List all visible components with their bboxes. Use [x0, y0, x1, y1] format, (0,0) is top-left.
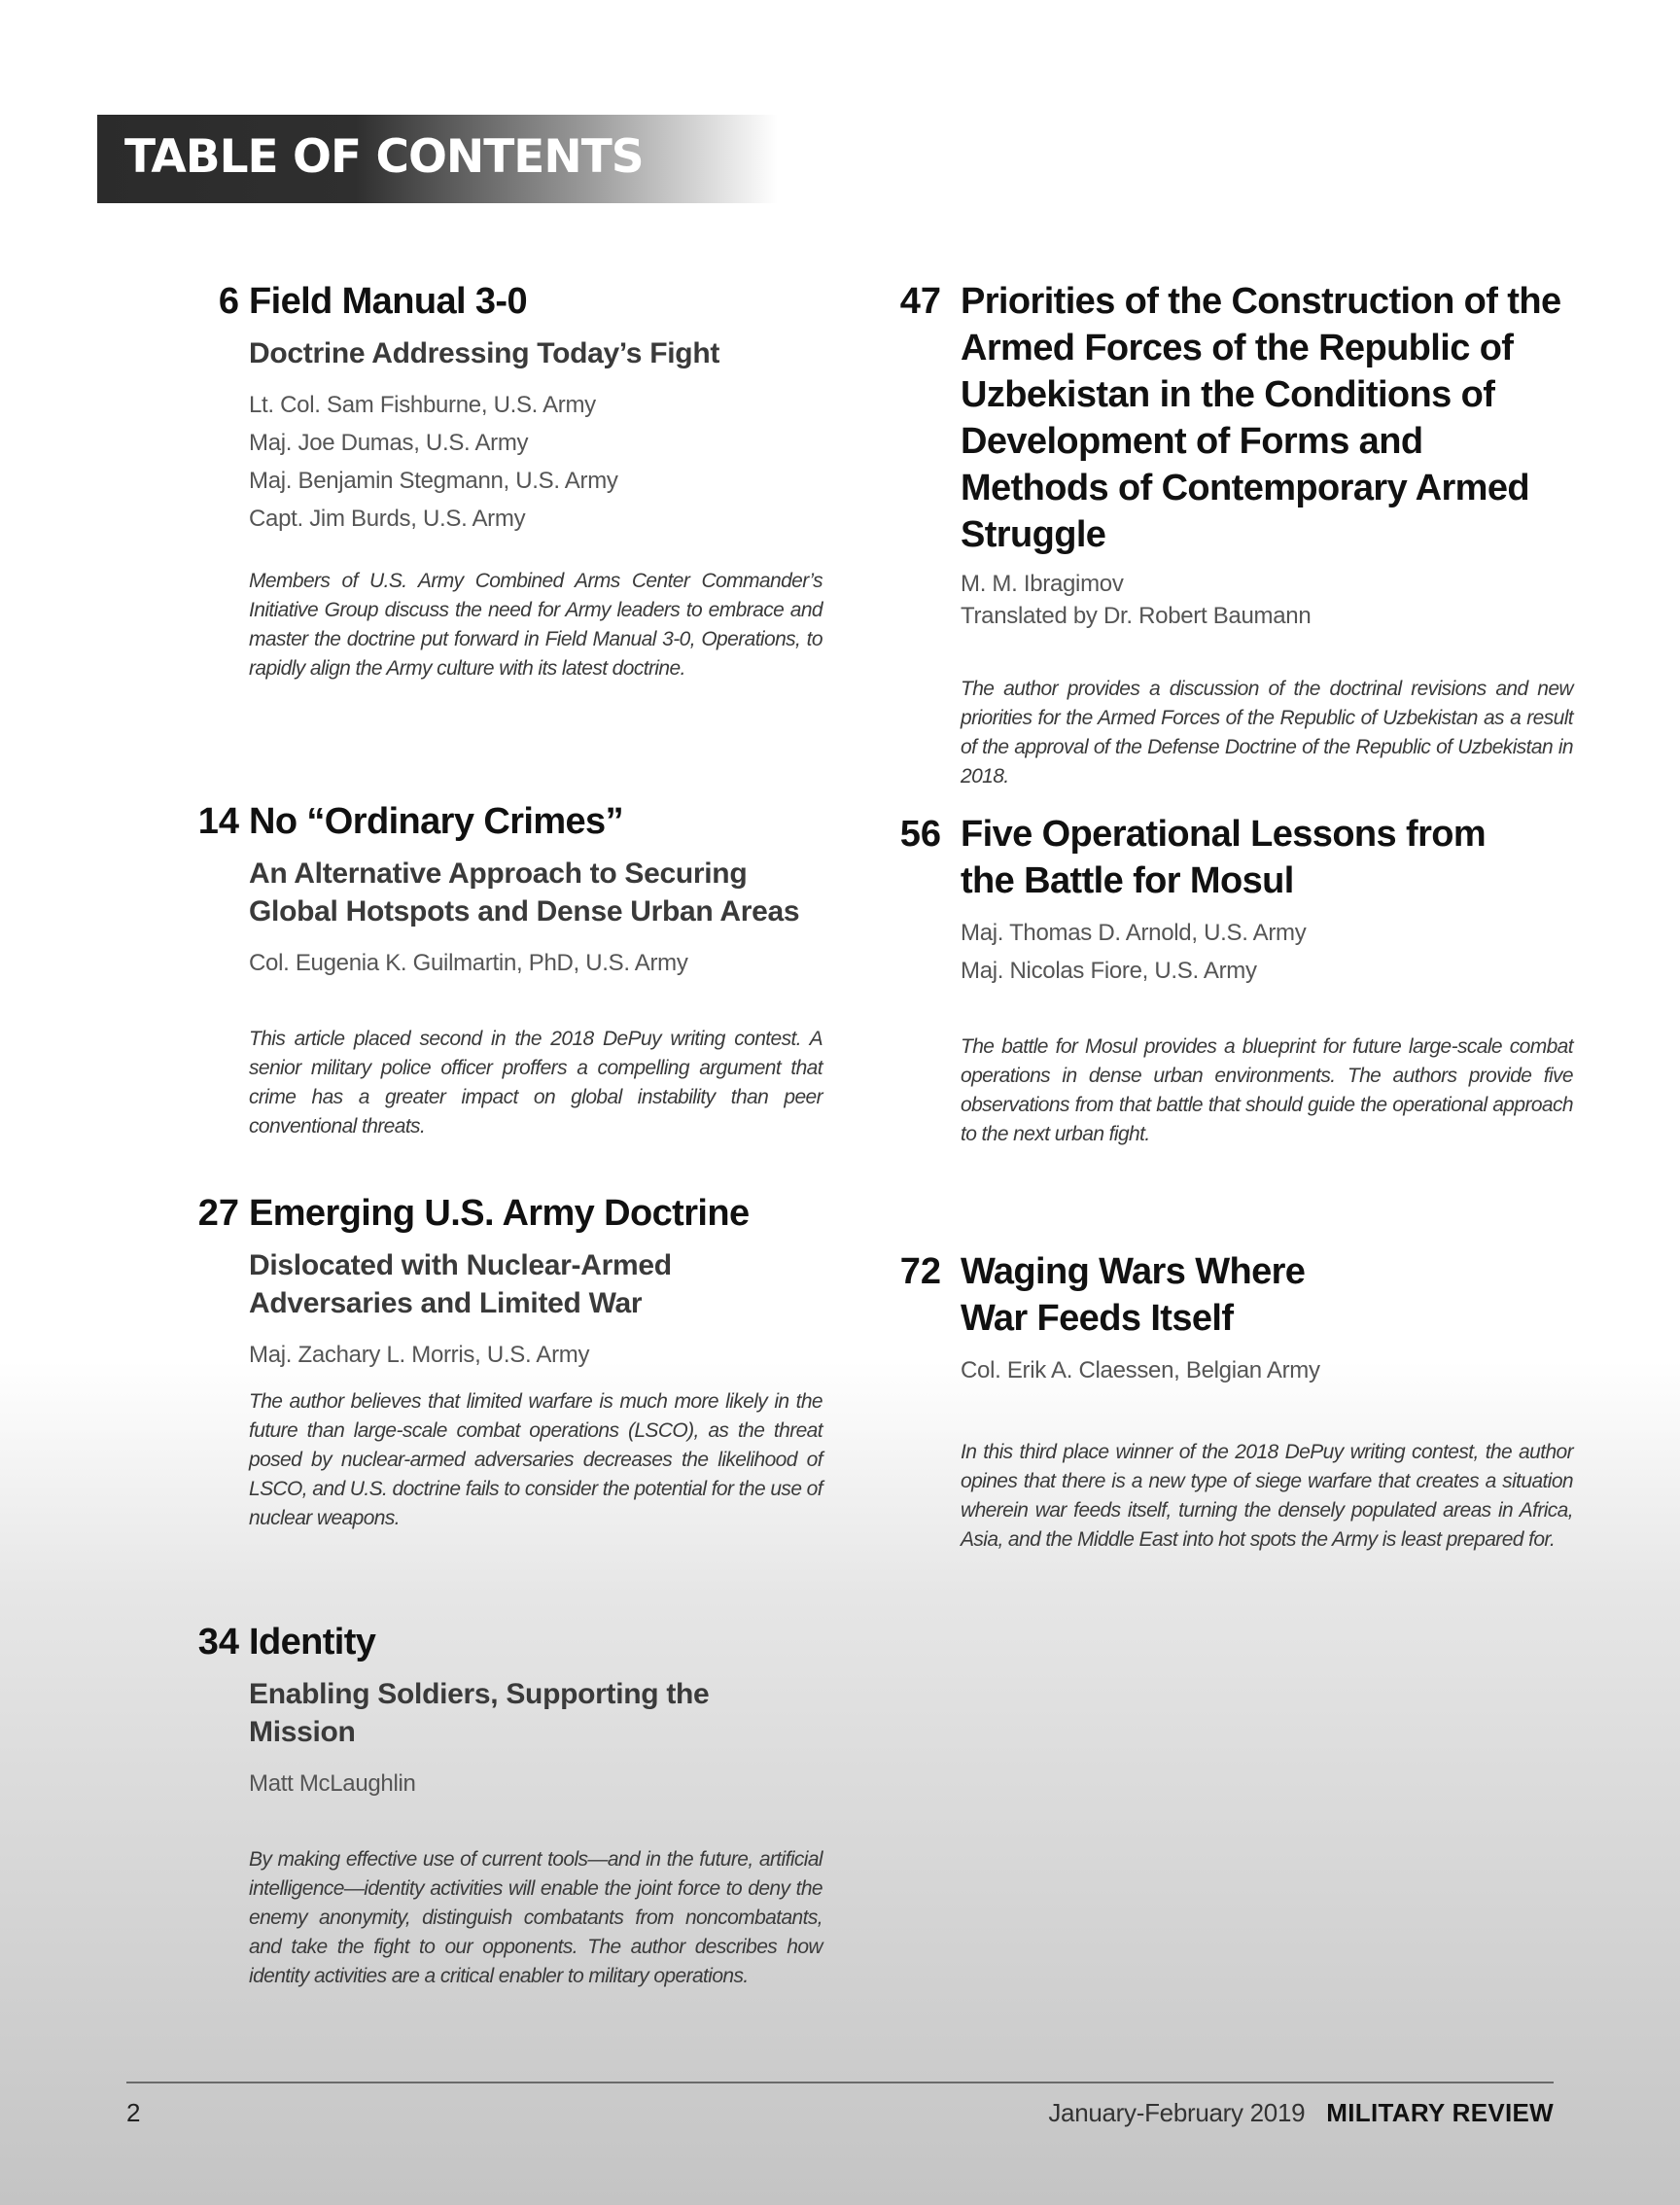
- toc-entry-page-34[interactable]: [197, 1619, 822, 1991]
- entry-author: Maj. Zachary L. Morris, U.S. Army: [249, 1342, 590, 1368]
- entry-author: Maj. Thomas D. Arnold, U.S. Army: [961, 920, 1307, 946]
- footer-issue-date: January-February 2019: [1048, 2098, 1306, 2127]
- footer-divider: [126, 2082, 1554, 2083]
- entry-authors: [961, 568, 1573, 632]
- entry-title[interactable]: No “Ordinary Crimes”: [249, 801, 623, 842]
- toc-entry-page-47[interactable]: [899, 278, 1573, 791]
- entry-authors: [249, 1765, 822, 1802]
- entry-author: M. M. Ibragimov: [961, 571, 1124, 597]
- entry-authors: [249, 944, 822, 982]
- entry-summary: The author provides a discussion of the doctrinal revisions and new priorities for the Armed Forces of the Republic of Uzbekistan as a result of the approval of the Defense Doctrine of the Republic of Uzbekistan in 2018.: [961, 678, 1573, 788]
- entry-title[interactable]: Emerging U.S. Army Doctrine: [249, 1193, 750, 1234]
- entry-subtitle: Dislocated with Nuclear-Armed Adversaries and Limited War: [249, 1249, 672, 1319]
- footer-publication-name: MILITARY REVIEW: [1326, 2098, 1554, 2127]
- toc-entry-page-72[interactable]: [899, 1248, 1573, 1555]
- entry-subtitle: An Alternative Approach to Securing Global Hotspots and Dense Urban Areas: [249, 858, 800, 928]
- entry-title[interactable]: Field Manual 3-0: [249, 281, 528, 322]
- entry-author: Matt McLaughlin: [249, 1770, 416, 1797]
- entry-page-number: 72: [899, 1251, 941, 1292]
- entry-authors: [961, 914, 1573, 990]
- entry-summary: In this third place winner of the 2018 DePuy writing contest, the author opines that there is a new type of siege warfare that creates a situation wherein war feeds itself, turning the densely populated areas in Africa, Asia, and the Middle East into hot spots the Army is least prepared for.: [961, 1441, 1573, 1551]
- entry-summary: The author believes that limited warfare is much more likely in the future than large-scale combat operations (LSCO), as the threat posed by nuclear-armed adversaries decreases the likelihood of LSCO, and U.S. doctrine fails to consider the potential for the use of nuclear weapons.: [249, 1390, 822, 1529]
- entry-summary: This article placed second in the 2018 DePuy writing contest. A senior military police officer proffers a compelling argument that crime has a greater impact on global instability than peer conventional threats.: [249, 1028, 822, 1138]
- toc-entry-page-27[interactable]: [197, 1190, 822, 1533]
- entry-author: Maj. Nicolas Fiore, U.S. Army: [961, 958, 1257, 984]
- entry-page-number: 47: [899, 281, 941, 322]
- entry-summary: Members of U.S. Army Combined Arms Center Commander’s Initiative Group discuss the need for Army leaders to embrace and master the doctrine put forward in Field Manual 3-0, Operations, to rapidly align the Army culture with its latest doctrine.: [249, 570, 822, 680]
- entry-author: Col. Erik A. Claessen, Belgian Army: [961, 1357, 1320, 1383]
- entry-author: Lt. Col. Sam Fishburne, U.S. Army: [249, 392, 596, 418]
- toc-entry-page-6[interactable]: [218, 278, 822, 683]
- entry-title[interactable]: Waging Wars Where War Feeds Itself: [961, 1251, 1306, 1339]
- entry-authors: [249, 386, 822, 538]
- page-title: TABLE OF CONTENTS: [124, 130, 644, 184]
- entry-page-number: 27: [197, 1193, 239, 1234]
- entry-author: Maj. Joe Dumas, U.S. Army: [249, 430, 529, 456]
- entry-author: Capt. Jim Burds, U.S. Army: [249, 506, 526, 532]
- entry-page-number: 56: [899, 814, 941, 855]
- footer-page-number: 2: [126, 2098, 141, 2127]
- entry-page-number: 14: [197, 801, 239, 842]
- entry-author: Col. Eugenia K. Guilmartin, PhD, U.S. Army: [249, 950, 688, 976]
- entry-author: Maj. Benjamin Stegmann, U.S. Army: [249, 468, 618, 494]
- entry-authors: [961, 1351, 1573, 1389]
- entry-page-number: 34: [197, 1622, 239, 1662]
- entry-subtitle: Enabling Soldiers, Supporting the Mission: [249, 1678, 710, 1748]
- entry-subtitle: Doctrine Addressing Today’s Fight: [249, 337, 720, 369]
- toc-entry-page-56[interactable]: [899, 811, 1573, 1149]
- entry-summary: By making effective use of current tools—and in the future, artificial intelligence—identity activities will enable the joint force to deny the enemy anonymity, distinguish combatants from noncombatants, and take the fight to our opponents. The author describes how identity activities are a critical enabler to military operations.: [249, 1848, 822, 1987]
- toc-entry-page-14[interactable]: [197, 798, 822, 1141]
- entry-authors: [249, 1336, 822, 1374]
- entry-page-number: 6: [218, 281, 239, 322]
- entry-title[interactable]: Five Operational Lessons from the Battle for Mosul: [961, 814, 1487, 901]
- footer-masthead: [1048, 2098, 1554, 2128]
- toc-banner: [97, 115, 778, 203]
- entry-title[interactable]: Priorities of the Construction of the Armed Forces of the Republic of Uzbekistan in the Conditions of Development of Forms and Methods of Contemporary Armed Struggle: [961, 281, 1561, 555]
- entry-summary: The battle for Mosul provides a blueprint for future large-scale combat operations in dense urban environments. The authors provide five observations from that battle that should guide the operational approach to the next urban fight.: [961, 1035, 1573, 1145]
- entry-title[interactable]: Identity: [249, 1622, 376, 1662]
- entry-author: Translated by Dr. Robert Baumann: [961, 603, 1312, 629]
